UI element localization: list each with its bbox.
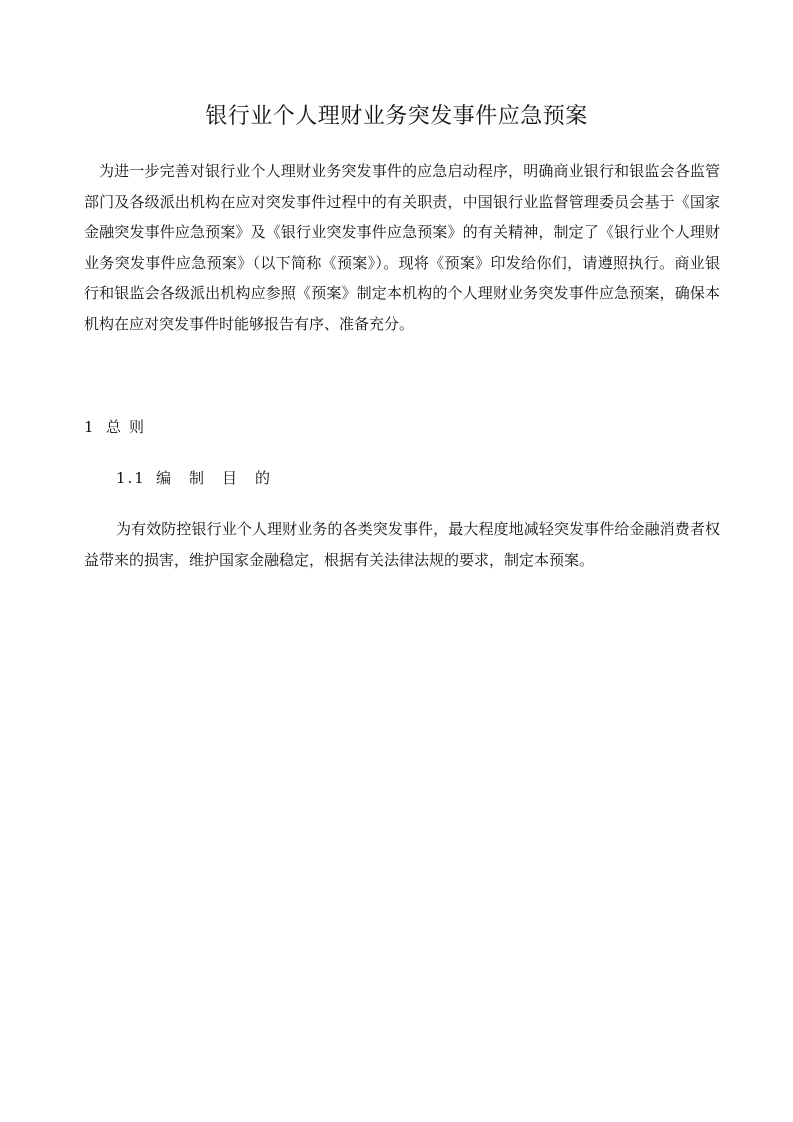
intro-paragraph: 为进一步完善对银行业个人理财业务突发事件的应急启动程序，明确商业银行和银监会各监管部门及各级派出机构在应对突发事件过程中的有关职责，中国银行业监督管理委员会基于《国家金融突发事件应急预案》及《银行业突发事件应急预案》的有关精神，制定了《银行业个人理财业务突发事件应急预案》（以下简称《预案》）。现将《预案》印发给你们，请遵照执行。商业银行和银监会各级派出机构应参照《预案》制定本机构的个人理财业务突发事件应急预案，确保本机构在应对突发事件时能够报告有序、准备充分。 [84,162,720,333]
section-number: 1 [84,418,94,436]
subsection-number: 1.1 [116,469,146,487]
document-title: 银行业个人理财业务突发事件应急预案 [205,104,588,129]
subsection-title: 编制目的 [156,469,289,487]
section-title: 总则 [106,418,153,436]
section-heading-1 [84,415,152,439]
subsection-body-paragraph: 为有效防控银行业个人理财业务的各类突发事件，最大程度地减轻突发事件给金融消费者权益带来的损害，维护国家金融稳定，根据有关法律法规的要求，制定本预案。 [84,520,720,569]
subsection-heading-1-1 [116,466,288,490]
